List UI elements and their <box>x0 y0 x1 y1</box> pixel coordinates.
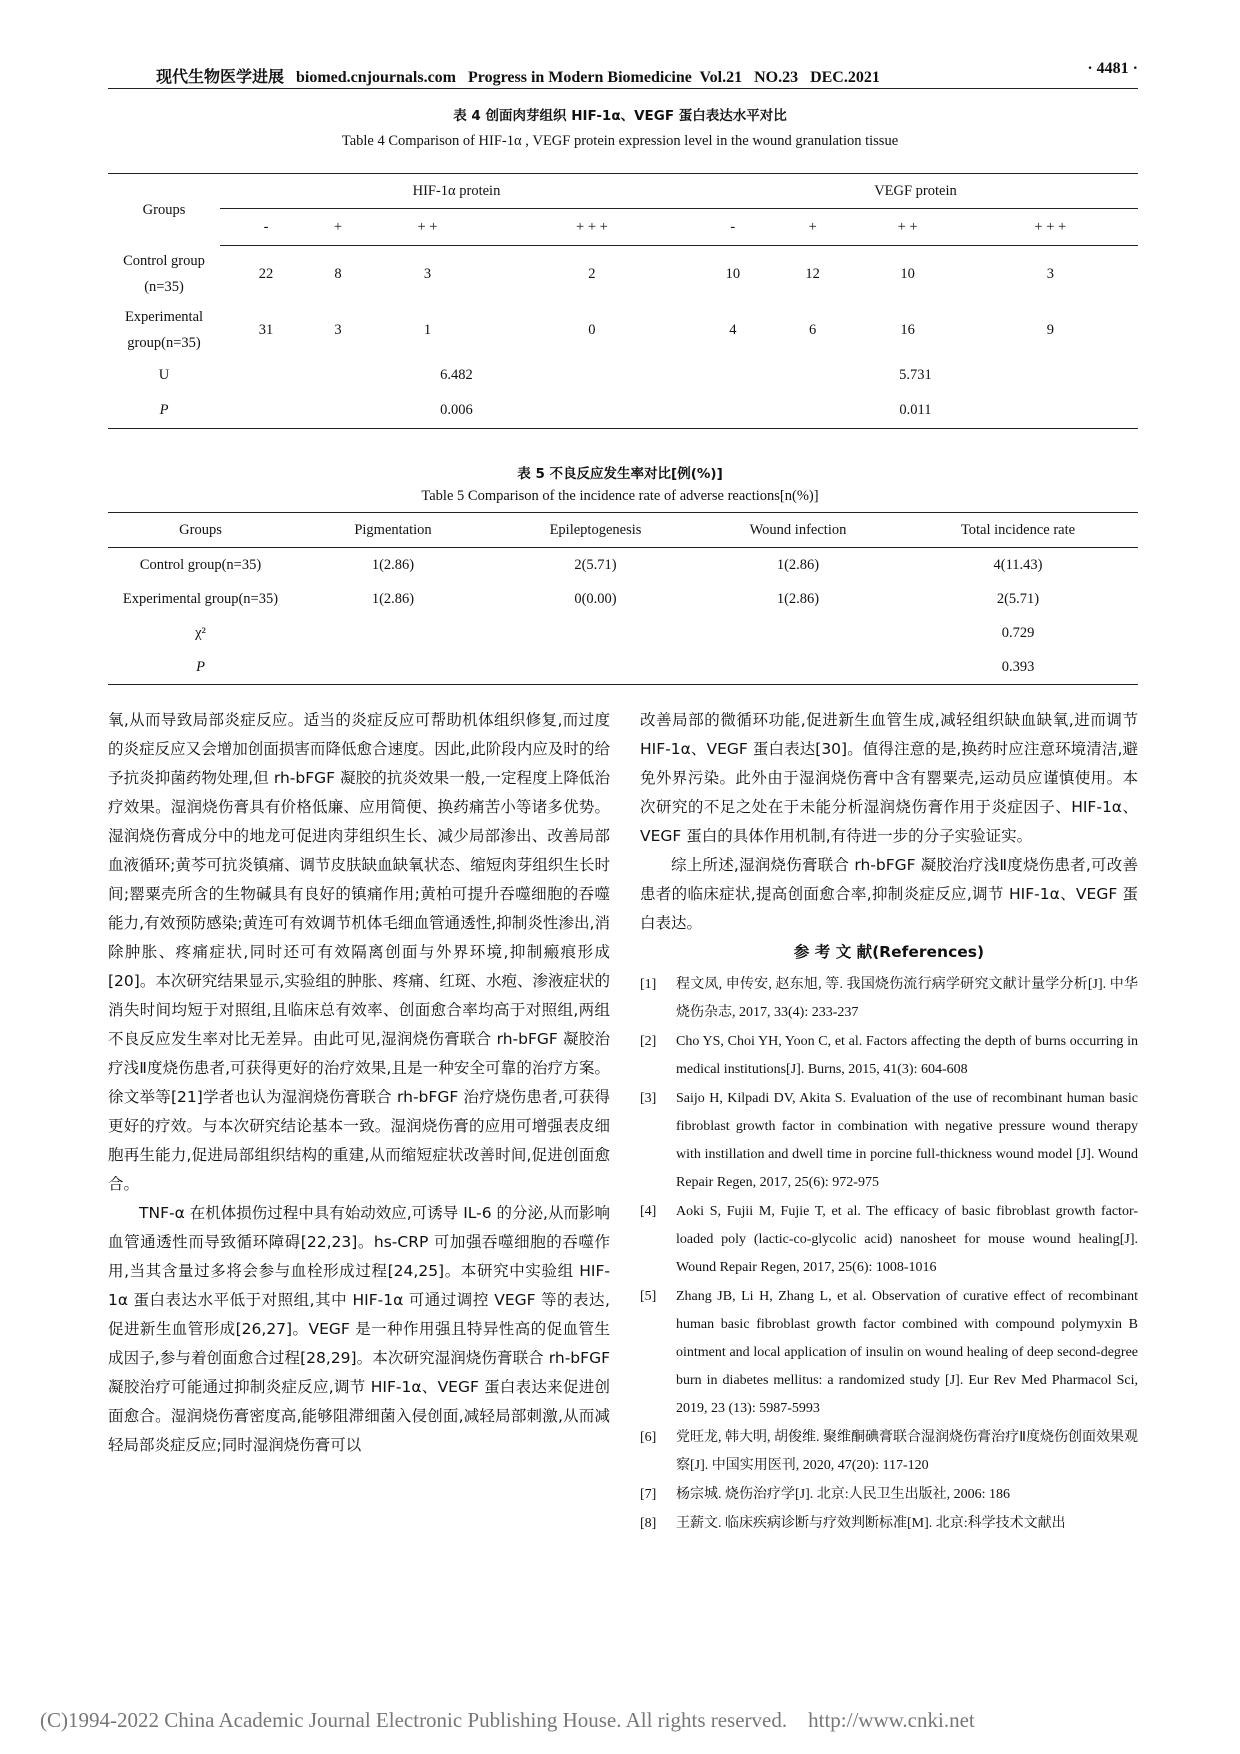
table4-caption-cn: 表 4 创面肉芽组织 HIF-1α、VEGF 蛋白表达水平对比 <box>453 108 787 124</box>
table4 <box>108 173 1138 429</box>
table4-cell: 31 <box>258 321 274 338</box>
table4-cell: 0 <box>588 321 596 338</box>
reference-item <box>640 1198 1138 1282</box>
table4-cell: 9 <box>1046 321 1054 338</box>
reference-text: Cho YS, Choi YH, Yoon C, et al. Factors affecting the depth of burns occurring in medical institutions[J]. Burns, 2015, 41(3): 604-608 <box>676 1034 1138 1077</box>
table5-row-group: Experimental group(n=35) <box>122 590 279 607</box>
table5-cell: 1(2.86) <box>776 556 820 573</box>
reference-number: [2] <box>640 1034 657 1049</box>
table4-cell: 16 <box>900 321 915 338</box>
reference-item <box>640 1481 1138 1509</box>
table4-cell: 12 <box>805 265 820 282</box>
table4-grade: + + + <box>963 209 1138 246</box>
reference-item <box>640 1510 1138 1538</box>
table5 <box>108 512 1138 685</box>
reference-number: [5] <box>640 1289 657 1304</box>
table4-grade: - <box>220 209 312 246</box>
table4-vegf-header: VEGF protein <box>693 174 1138 209</box>
table4-grade: - <box>693 209 773 246</box>
table4-cell: 3 <box>423 265 432 282</box>
body-paragraph: 综上所述,湿润烧伤膏联合 rh-bFGF 凝胶治疗浅Ⅱ度烧伤患者,可改善患者的临床症状,提高创面愈合率,抑制炎症反应,调节 HIF-1α、VEGF 蛋白表达。 <box>640 856 1138 932</box>
table4-stat-hif: 0.006 <box>440 402 473 418</box>
reference-text: Aoki S, Fujii M, Fujie T, et al. The efficacy of basic fibroblast growth factor-loaded poly (lactic-co-glycolic acid) nanosheet for mouse wound healing[J]. Wound Repair Regen, 2017, 25(6): 1008-1016 <box>676 1204 1138 1275</box>
reference-item <box>640 971 1138 1027</box>
left-column <box>108 706 610 1460</box>
table5-header: Epileptogenesis <box>493 513 698 548</box>
table-row <box>108 393 1138 429</box>
table5-stat-label: P <box>196 658 205 675</box>
reference-text: 党旺龙, 韩大明, 胡俊维. 聚维酮碘膏联合湿润烧伤膏治疗Ⅱ度烧伤创面效果观察[J]. 中国实用医刊, 2020, 47(20): 117-120 <box>676 1430 1138 1473</box>
table4-grade: + <box>773 209 853 246</box>
reference-number: [7] <box>640 1487 657 1502</box>
table-row <box>108 548 1138 583</box>
reference-item <box>640 1424 1138 1480</box>
table5-header: Groups <box>108 513 293 548</box>
table4-cell: 3 <box>334 321 342 338</box>
table4-grade: + + <box>853 209 963 246</box>
table4-hif-header: HIF-1α protein <box>220 174 693 209</box>
table5-cell: 1(2.86) <box>371 556 415 573</box>
reference-item <box>640 1283 1138 1423</box>
table-row <box>108 650 1138 685</box>
copyright-footer: (C)1994-2022 China Academic Journal Electronic Publishing House. All rights reserved. http://www.cnki.net <box>40 1708 975 1732</box>
table5-cell: 1(2.86) <box>776 590 820 607</box>
reference-text: 程文凤, 申传安, 赵东旭, 等. 我国烧伤流行病学研究文献计量学分析[J]. 中华烧伤杂志, 2017, 33(4): 233-237 <box>676 977 1138 1020</box>
reference-item <box>640 1028 1138 1084</box>
table4-cell: 10 <box>900 265 915 282</box>
body-paragraph: 氧,从而导致局部炎症反应。适当的炎症反应可帮助机体组织修复,而过度的炎症反应又会增加创面损害而降低愈合速度。因此,此阶段内应及时的给予抗炎抑菌药物处理,但 rh-bFGF 凝胶的抗炎效果一般,一定程度上降低治疗效果。湿润烧伤膏具有价格低廉、应用简便、换药痛苦小等诸多优势。湿润烧伤膏成分中的地龙可促进肉芽组织生长、减少局部渗出、改善局部血液循环;黄芩可抗炎镇痛、调节皮肤缺血缺氧状态、缩短肉芽组织生长时间;罂粟壳所含的生物碱具有良好的镇痛作用;黄柏可提升吞噬细胞的吞噬能力,有效预防感染;黄连可有效调节机体毛细血管通透性,抑制炎性渗出,消除肿胀、疼痛症状,同时还可有效隔离创面与外界环境,抑制瘢痕形成[20]。本次研究结果显示,实验组的肿胀、疼痛、红斑、水疱、渗液症状的消失时间均短于对照组,且临床总有效率、创面愈合率均高于对照组,两组不良反应发生率对比无差异。由此可见,湿润烧伤膏联合 rh-bFGF 凝胶治疗浅Ⅱ度烧伤患者,可获得更好的治疗效果,且是一种安全可靠的治疗方案。徐文举等[21]学者也认为湿润烧伤膏联合 rh-bFGF 治疗烧伤患者,可获得更好的疗效。与本次研究结论基本一致。湿润烧伤膏的应用可增强表皮细胞再生能力,促进局部组织结构的重建,从而缩短症状改善时间,促进创面愈合。 <box>108 711 610 1193</box>
table4-cell: 10 <box>725 265 741 282</box>
table5-header: Total incidence rate <box>898 513 1138 548</box>
table4-stat-hif: 6.482 <box>440 367 473 383</box>
table-row <box>108 616 1138 650</box>
table4-stat-label: P <box>159 402 169 418</box>
table5-cell: 2(5.71) <box>996 590 1040 607</box>
table4-cell: 8 <box>334 265 342 282</box>
reference-text: Zhang JB, Li H, Zhang L, et al. Observation of curative effect of recombinant human basic fibroblast growth factor combined with compound polymyxin B ointment and local application of insulin on wound healing of deep second-degree burn in diabetes mellitus: a randomized study [J]. Eur Rev Med Pharmacol Sci, 2019, 23 (13): 5987-5993 <box>676 1289 1138 1416</box>
table-row <box>108 582 1138 616</box>
reference-text: 王薪文. 临床疾病诊断与疗效判断标准[M]. 北京:科学技术文献出 <box>676 1516 1066 1531</box>
table4-stat-vegf: 0.011 <box>899 402 932 418</box>
table5-caption-cn: 表 5 不良反应发生率对比[例(%)] <box>517 466 723 482</box>
table5-header: Wound infection <box>698 513 898 548</box>
references-heading: 参 考 文 献(References) <box>793 943 985 961</box>
body-paragraph: TNF-α 在机体损伤过程中具有始动效应,可诱导 IL-6 的分泌,从而影响血管通透性而导致循环障碍[22,23]。hs-CRP 可加强吞噬细胞的吞噬作用,当其含量过多将会参与血栓形成过程[24,25]。本研究中实验组 HIF-1α 蛋白表达水平低于对照组,其中 HIF-1α 可通过调控 VEGF 等的表达,促进新生血管形成[26,27]。VEGF 是一种作用强且特异性高的促血管生成因子,参与着创面愈合过程[28,29]。本次研究湿润烧伤膏联合 rh-bFGF 凝胶治疗可能通过抑制炎症反应,调节 HIF-1α、VEGF 蛋白表达来促进创面愈合。湿润烧伤膏密度高,能够阻滞细菌入侵创面,减轻局部刺激,从而减轻局部炎症反应;同时湿润烧伤膏可以 <box>108 1204 610 1454</box>
reference-text: 杨宗城. 烧伤治疗学[J]. 北京:人民卫生出版社, 2006: 186 <box>676 1487 1011 1502</box>
table4-cell: 4 <box>729 321 737 338</box>
table4-grade: + + + <box>491 209 693 246</box>
table4-grade: + + <box>364 209 491 246</box>
table-row <box>108 358 1138 393</box>
table5-cell: 0(0.00) <box>574 590 617 607</box>
reference-number: [6] <box>640 1430 657 1445</box>
table4-cell: 2 <box>588 265 596 282</box>
reference-number: [1] <box>640 977 657 992</box>
table5-caption-en: Table 5 Comparison of the incidence rate of adverse reactions[n(%)] <box>421 488 819 504</box>
reference-list <box>640 971 1138 1538</box>
reference-item <box>640 1085 1138 1197</box>
reference-number: [8] <box>640 1516 657 1531</box>
journal-line: 现代生物医学进展 biomed.cnjournals.com Progress in Modern Biomedicine Vol.21 NO.23 DEC.2021 <box>156 69 880 86</box>
table4-caption-en: Table 4 Comparison of HIF-1α , VEGF protein expression level in the wound granulation tissue <box>341 133 899 149</box>
table4-grade: + <box>312 209 364 246</box>
table4-cell: 22 <box>258 265 274 282</box>
table4-row-group: Experimental group(n=35) <box>124 309 204 351</box>
body-paragraph: 改善局部的微循环功能,促进新生血管生成,减轻组织缺血缺氧,进而调节 HIF-1α、VEGF 蛋白表达[30]。值得注意的是,换药时应注意环境清洁,避免外界污染。此外由于湿润烧伤膏中含有罂粟壳,运动员应谨慎使用。本次研究的不足之处在于未能分析湿润烧伤膏作用于炎症因子、HIF-1α、VEGF 蛋白的具体作用机制,有待进一步的分子实验证实。 <box>640 711 1138 845</box>
table4-stat-label: U <box>158 367 170 383</box>
page-number: · 4481 · <box>1087 60 1138 77</box>
table5-cell: 2(5.71) <box>574 556 617 573</box>
table-row <box>108 246 1138 303</box>
table5-stat-label: χ² <box>195 624 206 641</box>
table5-row-group: Control group(n=35) <box>139 556 262 573</box>
reference-number: [4] <box>640 1204 657 1219</box>
table4-cell: 1 <box>423 321 432 338</box>
reference-number: [3] <box>640 1091 657 1106</box>
right-column <box>640 706 1138 1539</box>
table5-cell: 1(2.86) <box>371 590 415 607</box>
table5-header: Pigmentation <box>293 513 493 548</box>
table4-row-group: Control group (n=35) <box>123 252 205 295</box>
running-header <box>108 60 1138 89</box>
reference-text: Saijo H, Kilpadi DV, Akita S. Evaluation of the use of recombinant human basic fibroblast growth factor in combination with negative pressure wound therapy with instillation and dwell time in porcine full-thickness wound model [J]. Wound Repair Regen, 2017, 25(6): 972-975 <box>676 1091 1138 1190</box>
table4-cell: 3 <box>1046 265 1054 282</box>
table4-cell: 6 <box>809 321 817 338</box>
table4-stat-vegf: 5.731 <box>899 367 932 383</box>
table-row <box>108 302 1138 358</box>
table5-cell: 4(11.43) <box>993 556 1043 573</box>
table5-stat-value: 0.393 <box>1001 658 1035 675</box>
table4-groups-header: Groups <box>142 201 186 218</box>
table5-stat-value: 0.729 <box>1001 624 1035 641</box>
